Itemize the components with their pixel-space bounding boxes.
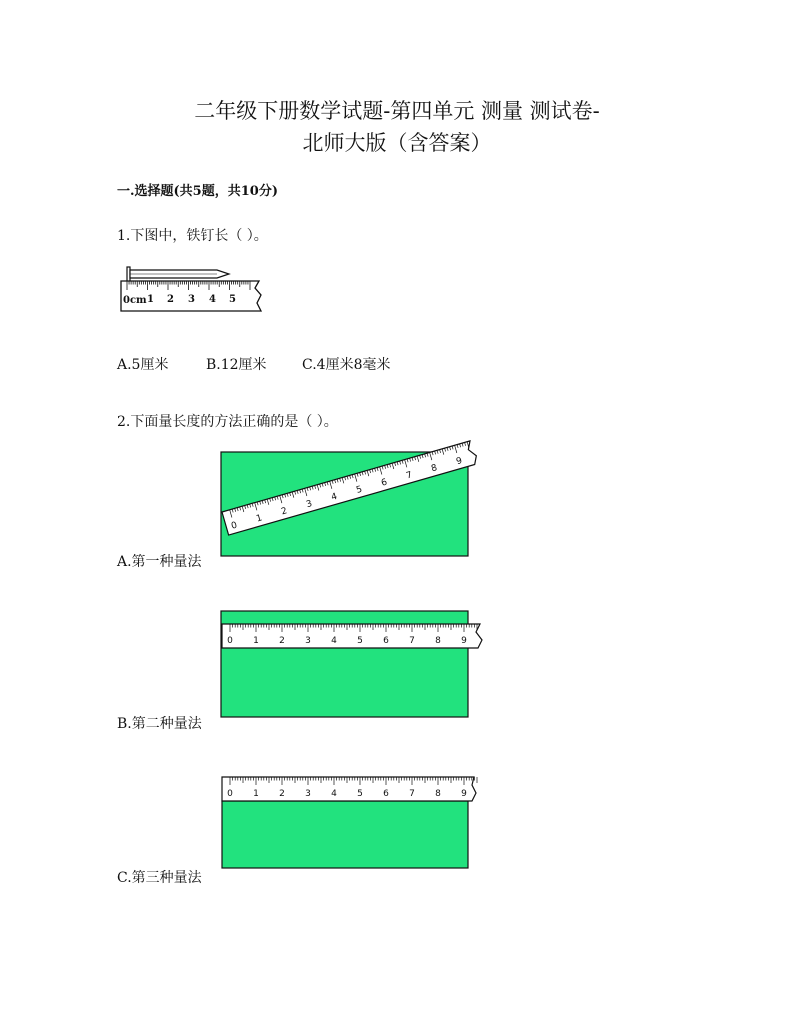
ruler-label-3: 3 <box>305 499 314 511</box>
ruler-label-0: 0 <box>227 636 233 646</box>
ruler-label-2: 2 <box>167 294 174 305</box>
measure-figure-a <box>220 450 485 560</box>
q1-option-b[interactable]: B.12厘米 <box>206 357 267 373</box>
ruler-label-6: 6 <box>383 789 389 799</box>
ruler-label-6: 6 <box>380 477 389 489</box>
ruler-label-7: 7 <box>409 636 415 646</box>
measure-figure-b <box>220 610 485 720</box>
ruler-label-0: 0 <box>227 789 233 799</box>
section-heading: 一.选择题(共5题，共10分) <box>117 184 278 199</box>
ruler-label-7: 7 <box>405 470 414 482</box>
measure-figure-c <box>220 774 485 874</box>
ruler-label-6: 6 <box>383 636 389 646</box>
nail-ruler-figure <box>117 262 267 322</box>
ruler-label-1: 1 <box>255 513 264 525</box>
ruler-label-9: 9 <box>455 456 464 468</box>
ruler-label-2: 2 <box>280 506 289 518</box>
ruler-label-9: 9 <box>461 789 467 799</box>
q2-option-c[interactable]: C.第三种量法 <box>117 870 202 886</box>
ruler-label-1: 1 <box>147 294 154 305</box>
ruler-label-9: 9 <box>461 636 467 646</box>
ruler-label-8: 8 <box>430 463 439 475</box>
q1-option-a[interactable]: A.5厘米 <box>117 357 169 373</box>
ruler-label-4: 4 <box>330 491 339 504</box>
q2-option-b[interactable]: B.第二种量法 <box>117 716 202 732</box>
ruler-label-8: 8 <box>435 789 441 799</box>
ruler-label-1: 1 <box>253 636 259 646</box>
ruler-label-8: 8 <box>435 636 441 646</box>
ruler-label-4: 4 <box>331 789 337 799</box>
ruler-label-2: 2 <box>279 789 285 799</box>
ruler-label-2: 2 <box>279 636 285 646</box>
ruler-label-4: 4 <box>209 294 216 305</box>
doc-title-line1: 二年级下册数学试题-第四单元 测量 测试卷- <box>194 99 600 123</box>
question-1-text: 1.下图中，铁钉长（ ）。 <box>117 228 268 244</box>
q2-option-a[interactable]: A.第一种量法 <box>117 554 202 570</box>
question-2-text: 2.下面量长度的方法正确的是（ ）。 <box>117 414 338 430</box>
ruler-label-5: 5 <box>229 294 236 305</box>
ruler-label-5: 5 <box>357 636 363 646</box>
ruler-label-5: 5 <box>355 484 364 496</box>
ruler-label-0: 0 <box>230 520 239 532</box>
ruler-label-3: 3 <box>305 789 311 799</box>
doc-title-line2: 北师大版（含答案） <box>302 131 492 155</box>
ruler-label-4: 4 <box>331 636 337 646</box>
ruler-label-3: 3 <box>188 294 195 305</box>
ruler-label-5: 5 <box>357 789 363 799</box>
q1-option-c[interactable]: C.4厘米8毫米 <box>302 357 391 373</box>
ruler-label-0cm: 0cm <box>123 295 147 306</box>
ruler-label-1: 1 <box>253 789 259 799</box>
ruler-label-3: 3 <box>305 636 311 646</box>
ruler-label-7: 7 <box>409 789 415 799</box>
